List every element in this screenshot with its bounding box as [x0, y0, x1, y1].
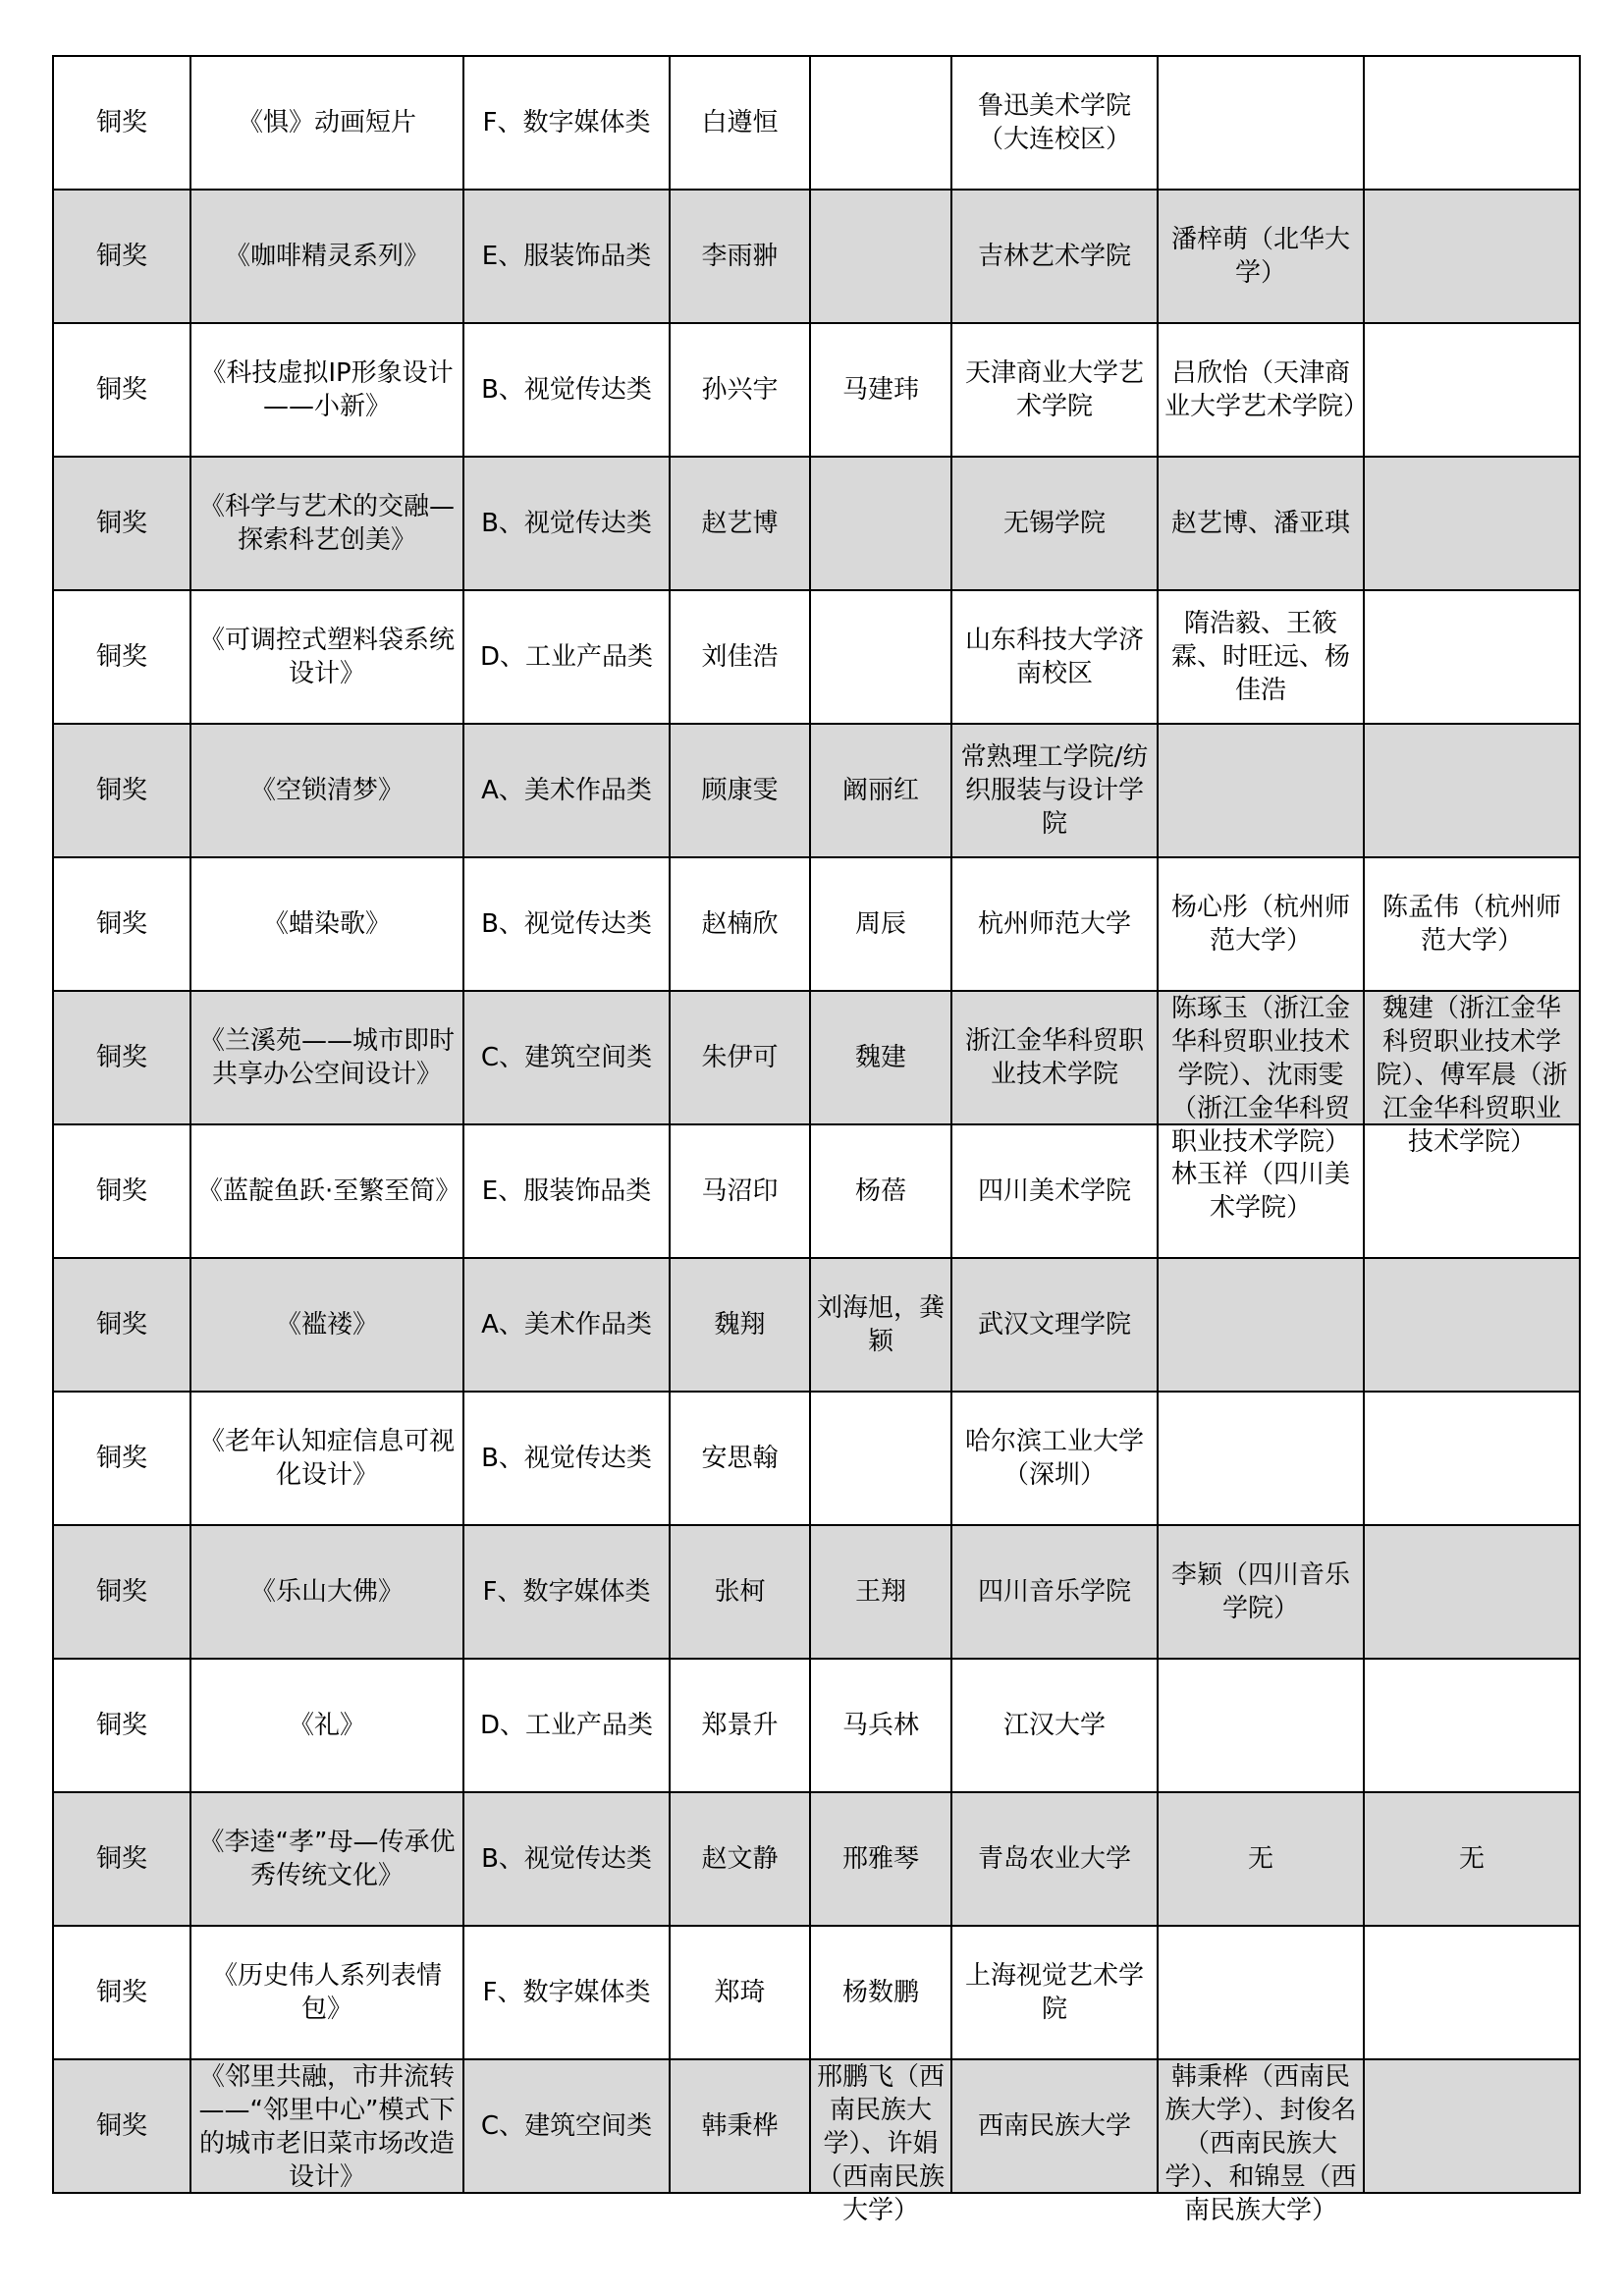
cell-category — [463, 190, 670, 323]
cell-school — [951, 724, 1158, 857]
cell-award — [53, 991, 190, 1124]
award-text: 铜奖 — [95, 1444, 147, 1473]
team2-text: 陈孟伟（杭州师范大学） — [1381, 893, 1561, 956]
work-text: 《惧》动画短片 — [237, 108, 416, 137]
advisor-text: 阚丽红 — [841, 776, 919, 805]
cell-work — [190, 1258, 463, 1392]
author-text: 刘佳浩 — [701, 642, 779, 672]
cell-team2 — [1364, 457, 1580, 590]
advisor-text: 周辰 — [854, 909, 906, 939]
cell-school — [951, 1525, 1158, 1659]
cell-team1 — [1158, 190, 1364, 323]
table-row — [53, 457, 1580, 590]
cell-school — [951, 1926, 1158, 2059]
cell-award — [53, 724, 190, 857]
cell-team1 — [1158, 1258, 1364, 1392]
cell-category — [463, 857, 670, 991]
category-text: B、视觉传达类 — [481, 1444, 652, 1473]
team1-text: 隋浩毅、王筱霖、时旺远、杨佳浩 — [1170, 609, 1350, 705]
cell-award — [53, 1124, 190, 1258]
author-text: 郑景升 — [701, 1711, 779, 1740]
author-text: 韩秉桦 — [701, 2111, 779, 2141]
cell-work — [190, 1792, 463, 1926]
work-text: 《历史伟人系列表情包》 — [211, 1961, 442, 2024]
cell-school — [951, 190, 1158, 323]
advisor-text: 邢鹏飞（西南民族大学）、许娟（西南民族大学） — [817, 2062, 946, 2225]
cell-award — [53, 1392, 190, 1525]
cell-advisor — [810, 590, 951, 724]
cell-work — [190, 1525, 463, 1659]
cell-team2 — [1364, 1258, 1580, 1392]
award-text: 铜奖 — [95, 1176, 147, 1206]
work-text: 《礼》 — [288, 1711, 365, 1740]
table-row — [53, 1792, 1580, 1926]
work-text: 《咖啡精灵系列》 — [224, 242, 429, 271]
cell-team2 — [1364, 1659, 1580, 1792]
school-text: 江汉大学 — [1002, 1711, 1106, 1740]
cell-school — [951, 1792, 1158, 1926]
cell-category — [463, 590, 670, 724]
category-text: B、视觉传达类 — [481, 1844, 652, 1874]
category-text: E、服装饰品类 — [481, 1176, 652, 1206]
award-text: 铜奖 — [95, 509, 147, 538]
work-text: 《李逵“孝”母—传承优秀传统文化》 — [198, 1828, 456, 1890]
advisor-text: 马兵林 — [841, 1711, 919, 1740]
cell-advisor — [810, 1392, 951, 1525]
cell-work — [190, 56, 463, 190]
cell-work — [190, 190, 463, 323]
category-text: E、服装饰品类 — [481, 242, 652, 271]
cell-work — [190, 323, 463, 457]
cell-category — [463, 1525, 670, 1659]
cell-school — [951, 1392, 1158, 1525]
cell-author — [670, 857, 810, 991]
cell-author — [670, 2059, 810, 2193]
cell-advisor — [810, 1792, 951, 1926]
table-row — [53, 857, 1580, 991]
work-text: 《空锁清梦》 — [249, 776, 404, 805]
category-text: F、数字媒体类 — [482, 1577, 651, 1607]
advisor-text: 杨数鹏 — [841, 1978, 919, 2007]
cell-team2 — [1364, 724, 1580, 857]
cell-team1 — [1158, 590, 1364, 724]
team1-text: 潘梓萌（北华大学） — [1170, 225, 1350, 288]
cell-work — [190, 724, 463, 857]
school-text: 浙江金华科贸职业技术学院 — [964, 1026, 1144, 1089]
school-text: 四川美术学院 — [977, 1176, 1131, 1206]
author-text: 朱伊可 — [701, 1043, 779, 1072]
cell-team1 — [1158, 1392, 1364, 1525]
advisor-text: 杨蓓 — [854, 1176, 906, 1206]
school-text: 哈尔滨工业大学（深圳） — [964, 1427, 1144, 1490]
cell-author — [670, 1926, 810, 2059]
table-body — [53, 56, 1580, 2225]
cell-team2 — [1364, 1792, 1580, 1926]
team1-text: 韩秉桦（西南民族大学）、封俊名（西南民族大学）、和锦昱（西南民族大学） — [1164, 2062, 1357, 2225]
table-row — [53, 590, 1580, 724]
cell-school — [951, 590, 1158, 724]
category-text: A、美术作品类 — [481, 776, 652, 805]
cell-team2 — [1364, 1525, 1580, 1659]
team1-text: 无 — [1247, 1844, 1273, 1874]
author-text: 赵楠欣 — [701, 909, 779, 939]
cell-team1 — [1158, 56, 1364, 190]
cell-school — [951, 323, 1158, 457]
cell-work — [190, 1926, 463, 2059]
award-text: 铜奖 — [95, 1711, 147, 1740]
cell-author — [670, 190, 810, 323]
cell-advisor — [810, 857, 951, 991]
award-text: 铜奖 — [95, 108, 147, 137]
author-text: 张柯 — [714, 1577, 766, 1607]
school-text: 上海视觉艺术学院 — [964, 1961, 1144, 2024]
cell-author — [670, 323, 810, 457]
author-text: 安思翰 — [701, 1444, 779, 1473]
cell-team1 — [1158, 1926, 1364, 2059]
cell-advisor — [810, 1659, 951, 1792]
advisor-text: 刘海旭，龚颖 — [817, 1293, 946, 1356]
school-text: 西南民族大学 — [977, 2111, 1131, 2141]
cell-work — [190, 991, 463, 1124]
cell-team2 — [1364, 2059, 1580, 2193]
team1-text: 陈琢玉（浙江金华科贸职业技术学院）、沈雨雯（浙江金华科贸职业技术学院） — [1170, 994, 1350, 1157]
cell-category — [463, 2059, 670, 2193]
advisor-text: 魏建 — [854, 1043, 906, 1072]
cell-award — [53, 2059, 190, 2193]
cell-school — [951, 1258, 1158, 1392]
author-text: 孙兴宇 — [701, 375, 779, 405]
table-row — [53, 724, 1580, 857]
award-text: 铜奖 — [95, 642, 147, 672]
cell-category — [463, 323, 670, 457]
cell-category — [463, 1258, 670, 1392]
category-text: C、建筑空间类 — [480, 2111, 653, 2141]
cell-team2 — [1364, 190, 1580, 323]
advisor-text: 王翔 — [854, 1577, 906, 1607]
award-text: 铜奖 — [95, 1844, 147, 1874]
cell-advisor — [810, 724, 951, 857]
table-row — [53, 323, 1580, 457]
cell-team1 — [1158, 857, 1364, 991]
school-text: 青岛农业大学 — [977, 1844, 1131, 1874]
school-text: 四川音乐学院 — [977, 1577, 1131, 1607]
work-text: 《蓝靛鱼跃·至繁至简》 — [197, 1176, 461, 1206]
table-row — [53, 1525, 1580, 1659]
school-text: 无锡学院 — [1002, 509, 1106, 538]
cell-award — [53, 1258, 190, 1392]
work-text: 《乐山大佛》 — [249, 1577, 404, 1607]
cell-team2 — [1364, 1392, 1580, 1525]
cell-award — [53, 1926, 190, 2059]
cell-category — [463, 56, 670, 190]
cell-advisor — [810, 323, 951, 457]
cell-advisor — [810, 1124, 951, 1258]
work-text: 《蜡染歌》 — [262, 909, 391, 939]
author-text: 白遵恒 — [701, 108, 779, 137]
team1-text: 李颖（四川音乐学院） — [1170, 1560, 1350, 1623]
cell-team2 — [1364, 56, 1580, 190]
cell-author — [670, 1124, 810, 1258]
cell-award — [53, 590, 190, 724]
cell-award — [53, 457, 190, 590]
category-text: B、视觉传达类 — [481, 909, 652, 939]
award-text: 铜奖 — [95, 1577, 147, 1607]
cell-school — [951, 991, 1158, 1124]
cell-team1 — [1158, 724, 1364, 857]
author-text: 马沼印 — [701, 1176, 779, 1206]
author-text: 顾康雯 — [701, 776, 779, 805]
school-text: 天津商业大学艺术学院 — [964, 358, 1144, 421]
school-text: 鲁迅美术学院（大连校区） — [977, 91, 1131, 154]
award-table — [52, 55, 1581, 2225]
author-text: 赵艺博 — [701, 509, 779, 538]
award-text: 铜奖 — [95, 242, 147, 271]
cell-work — [190, 1124, 463, 1258]
cell-school — [951, 1124, 1158, 1258]
cell-school — [951, 457, 1158, 590]
table-row — [53, 1124, 1580, 1258]
cell-award — [53, 323, 190, 457]
cell-team1 — [1158, 1792, 1364, 1926]
table-row — [53, 991, 1580, 1124]
work-text: 《兰溪苑——城市即时共享办公空间设计》 — [198, 1026, 455, 1089]
cell-category — [463, 1392, 670, 1525]
cell-team1 — [1158, 991, 1364, 1157]
cell-school — [951, 56, 1158, 190]
team2-text: 魏建（浙江金华科贸职业技术学院）、傅军晨（浙江金华科贸职业技术学院） — [1376, 994, 1568, 1157]
cell-author — [670, 457, 810, 590]
advisor-text: 马建玮 — [841, 375, 919, 405]
table-row — [53, 2059, 1580, 2193]
cell-advisor — [810, 190, 951, 323]
table-row — [53, 1659, 1580, 1792]
cell-category — [463, 991, 670, 1124]
cell-work — [190, 2059, 463, 2193]
work-text: 《科学与艺术的交融—探索科艺创美》 — [198, 492, 455, 555]
team1-text: 林玉祥（四川美术学院） — [1170, 1160, 1350, 1223]
cell-team2 — [1364, 1926, 1580, 2059]
cell-team2 — [1364, 991, 1580, 1157]
cell-work — [190, 857, 463, 991]
cell-author — [670, 56, 810, 190]
school-text: 武汉文理学院 — [977, 1310, 1131, 1339]
category-text: B、视觉传达类 — [481, 375, 652, 405]
category-text: D、工业产品类 — [479, 1711, 654, 1740]
author-text: 魏翔 — [714, 1310, 766, 1339]
school-text: 常熟理工学院/纺织服装与设计学院 — [960, 742, 1149, 839]
cell-team1 — [1158, 457, 1364, 590]
cell-author — [670, 1392, 810, 1525]
cell-category — [463, 1792, 670, 1926]
award-text: 铜奖 — [95, 1043, 147, 1072]
cell-category — [463, 457, 670, 590]
cell-award — [53, 190, 190, 323]
cell-author — [670, 724, 810, 857]
award-text: 铜奖 — [95, 1310, 147, 1339]
cell-category — [463, 1124, 670, 1258]
cell-award — [53, 857, 190, 991]
cell-team1 — [1158, 1525, 1364, 1659]
table-row — [53, 1926, 1580, 2059]
cell-advisor — [810, 991, 951, 1124]
cell-author — [670, 1792, 810, 1926]
cell-work — [190, 457, 463, 590]
cell-team1 — [1158, 1659, 1364, 1792]
table-row — [53, 190, 1580, 323]
category-text: D、工业产品类 — [479, 642, 654, 672]
category-text: B、视觉传达类 — [481, 509, 652, 538]
cell-advisor — [810, 56, 951, 190]
cell-work — [190, 1392, 463, 1525]
work-text: 《褴褛》 — [275, 1310, 378, 1339]
cell-school — [951, 2059, 1158, 2193]
cell-school — [951, 857, 1158, 991]
school-text: 杭州师范大学 — [977, 909, 1131, 939]
team1-text: 杨心彤（杭州师范大学） — [1170, 893, 1350, 956]
cell-team2 — [1364, 857, 1580, 991]
cell-school — [951, 1659, 1158, 1792]
author-text: 郑琦 — [714, 1978, 766, 2007]
work-text: 《老年认知症信息可视化设计》 — [198, 1427, 455, 1490]
category-text: C、建筑空间类 — [480, 1043, 653, 1072]
award-text: 铜奖 — [95, 1978, 147, 2007]
category-text: F、数字媒体类 — [482, 108, 651, 137]
cell-author — [670, 1258, 810, 1392]
school-text: 山东科技大学济南校区 — [964, 626, 1144, 688]
team1-text: 赵艺博、潘亚琪 — [1170, 509, 1350, 538]
award-text: 铜奖 — [95, 2111, 147, 2141]
award-text: 铜奖 — [95, 909, 147, 939]
cell-advisor — [810, 1258, 951, 1392]
cell-author — [670, 1525, 810, 1659]
team1-text: 吕欣怡（天津商业大学艺术学院） — [1164, 358, 1370, 421]
cell-category — [463, 1926, 670, 2059]
category-text: A、美术作品类 — [481, 1310, 652, 1339]
cell-author — [670, 590, 810, 724]
cell-advisor — [810, 1525, 951, 1659]
cell-team2 — [1364, 590, 1580, 724]
team2-text: 无 — [1458, 1844, 1485, 1874]
cell-advisor — [810, 1926, 951, 2059]
award-text: 铜奖 — [95, 776, 147, 805]
work-text: 《邻里共融，市井流转——“邻里中心”模式下的城市老旧菜市场改造设计》 — [198, 2062, 456, 2192]
table-row — [53, 56, 1580, 190]
table-row — [53, 1258, 1580, 1392]
cell-award — [53, 1659, 190, 1792]
cell-author — [670, 1659, 810, 1792]
work-text: 《可调控式塑料袋系统设计》 — [198, 626, 455, 688]
cell-team1 — [1158, 323, 1370, 457]
work-text: 《科技虚拟IP形象设计——小新》 — [200, 358, 454, 421]
advisor-text: 邢雅琴 — [841, 1844, 919, 1874]
cell-advisor — [810, 2059, 951, 2225]
award-text: 铜奖 — [95, 375, 147, 405]
cell-category — [463, 724, 670, 857]
cell-advisor — [810, 457, 951, 590]
school-text: 吉林艺术学院 — [977, 242, 1131, 271]
author-text: 李雨翀 — [701, 242, 779, 271]
category-text: F、数字媒体类 — [482, 1978, 651, 2007]
cell-work — [190, 590, 463, 724]
cell-team2 — [1364, 323, 1580, 457]
cell-award — [53, 1525, 190, 1659]
cell-award — [53, 1792, 190, 1926]
table-row — [53, 1392, 1580, 1525]
author-text: 赵文静 — [701, 1844, 779, 1874]
cell-author — [670, 991, 810, 1124]
cell-category — [463, 1659, 670, 1792]
cell-award — [53, 56, 190, 190]
cell-team1 — [1158, 2059, 1364, 2225]
cell-work — [190, 1659, 463, 1792]
